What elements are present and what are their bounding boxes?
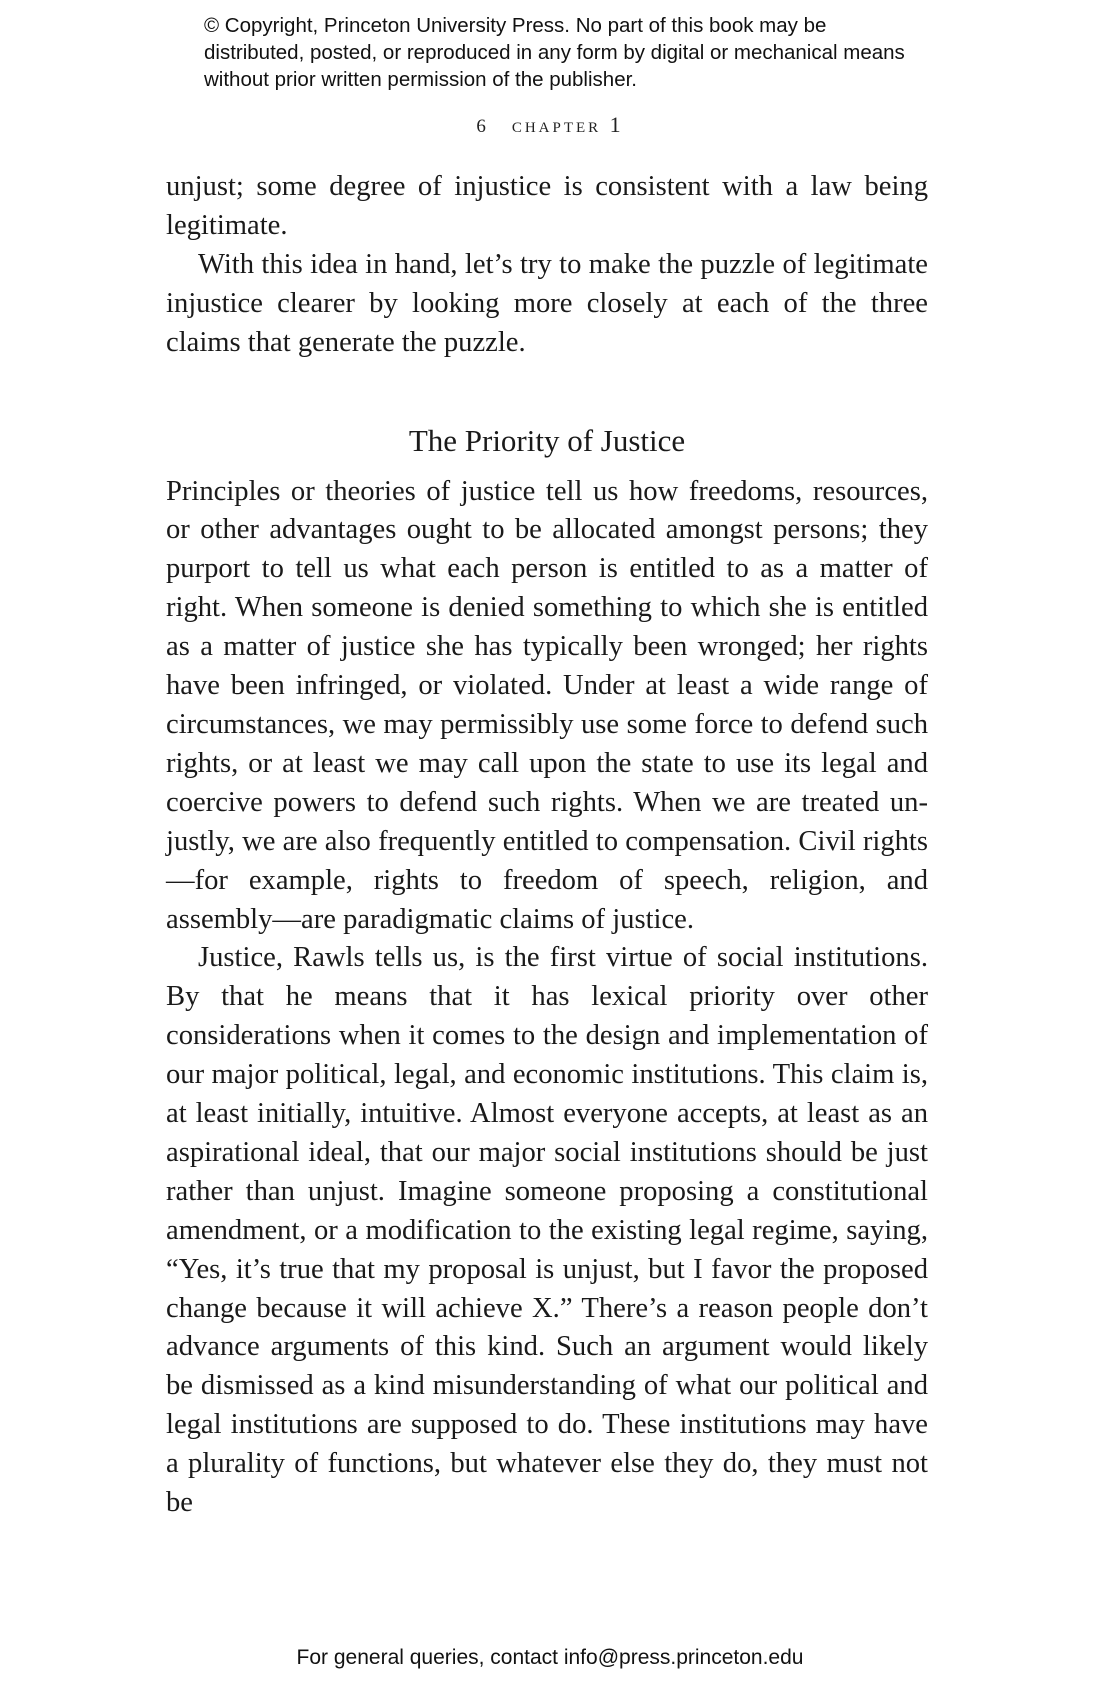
- paragraph-2: With this idea in hand, let’s try to make the puzzle of legitimate injustice clearer by looking more closely at each of the three claims that generate the puzzle.: [166, 248, 928, 358]
- running-head: [0, 112, 1100, 138]
- paragraph-3: Principles or theories of justice tell us how freedoms, resources, or other advantages ought to be allocated amongst persons; they purport to tell us what each person is entitled to as a matter of right. When someone is denied something to which she is entitled as a matter of justice she has typically been wronged; her rights have been infringed, or violated. Under at least a wide range of circumstances, we may permissibly use some force to defend such rights, or at least we may call upon the state to use its legal and coercive powers to defend such rights. When we are treated unjustly, we are also frequently entitled to compensation. Civil rights—for example, rights to freedom of speech, religion, and assembly—are paradigmatic claims of justice.: [166, 475, 928, 935]
- footer-contact: For general queries, contact info@press.princeton.edu: [296, 1646, 804, 1669]
- copyright-notice: © Copyright, Princeton University Press. No part of this book may be distributed, posted, or reproduced in any form by digital or mechanical means without prior written permission of the publisher.: [204, 14, 905, 91]
- paragraph-1: unjust; some degree of injustice is consistent with a law being legitimate.: [166, 171, 928, 241]
- paragraph-4: Justice, Rawls tells us, is the first virtue of social institutions. By that he means that it has lexical priority over other considerations when it comes to the design and implementation of our major political, legal, and economic institutions. This claim is, at least initially, intuitive. Almost everyone accepts, at least as an aspirational ideal, that our major social institutions should be just rather than unjust. Imagine someone proposing a constitutional amendment, or a modification to the existing legal regime, saying, “Yes, it’s true that my proposal is unjust, but I favor the proposed change because it will achieve X.” There’s a reason people don’t advance arguments of this kind. Such an argument would likely be dismissed as a kind misunderstanding of what our political and legal institutions are supposed to do. These institutions may have a plurality of functions, but whatever else they do, they must not be: [166, 942, 928, 1519]
- chapter-label: chapter 1: [511, 112, 624, 137]
- page-number: 6: [476, 116, 486, 137]
- section-heading: The Priority of Justice: [408, 422, 686, 458]
- main-text: [166, 168, 928, 1523]
